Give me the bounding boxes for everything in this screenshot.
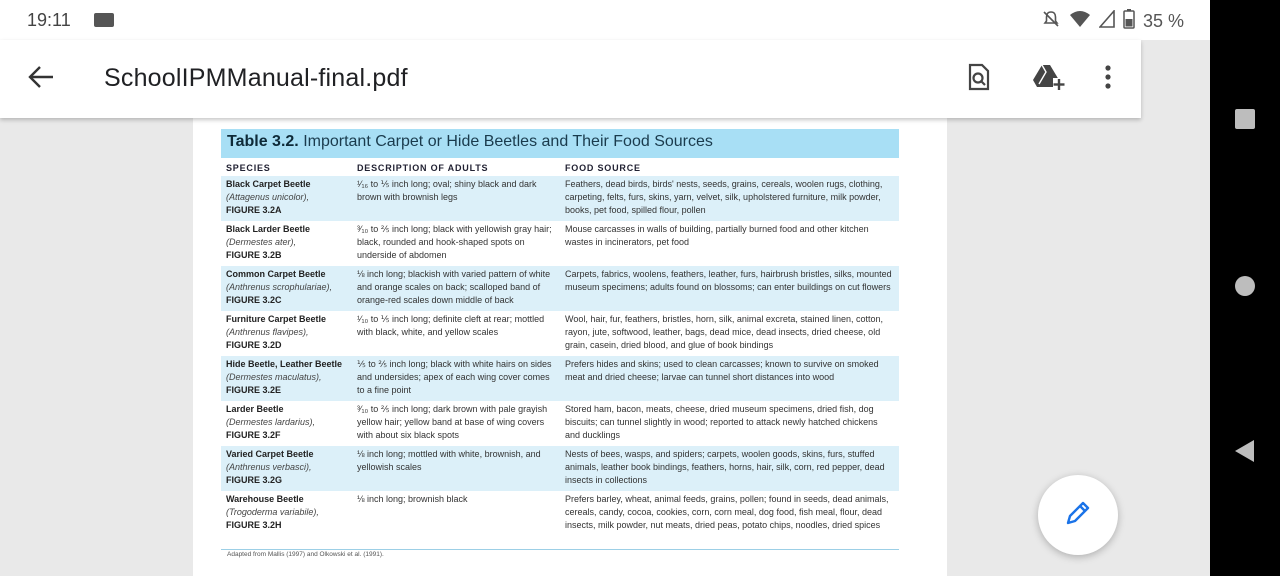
pdf-viewer[interactable]: [0, 40, 1210, 576]
system-nav-bar: [1210, 0, 1280, 576]
battery-icon: [1123, 9, 1135, 34]
description-cell: ⅛ inch long; brownish black: [357, 494, 468, 504]
document-title: SchoolIPMManual-final.pdf: [104, 64, 408, 92]
species-cell: [221, 221, 352, 266]
description-cell: ⅛ inch long; blackish with varied pattern of white and orange scales on back; scalloped band of orange-red scales down middle of back: [352, 266, 560, 311]
species-latin-name: (Dermestes ater),: [226, 236, 297, 247]
description-cell: ³⁄₁₀ to ⅖ inch long; dark brown with pale grayish yellow hair; yellow band at base of wing covers with about six black spots: [357, 404, 548, 440]
food-source-cell: Nests of bees, wasps, and spiders; carpets, woolen goods, skins, furs, stuffed animals, leather book bindings, feathers, horns, hair, silk, corn, red pepper, dead insects in collections: [560, 446, 899, 491]
table-row: [221, 221, 899, 266]
species-common-name: Warehouse Beetle: [226, 494, 304, 504]
recents-square-icon: [1234, 108, 1256, 135]
table-header-row: [221, 158, 899, 176]
description-cell: ⅛ inch long; mottled with white, brownish, and yellowish scales: [352, 446, 560, 491]
header-description: DESCRIPTION OF ADULTS: [357, 163, 489, 173]
species-latin-name: (Anthrenus scrophulariae),: [226, 281, 333, 292]
food-source-cell: Stored ham, bacon, meats, cheese, dried museum specimens, dried fish, dog biscuits; can tunnel slightly in wood; reported to attack newly hatched chickens and ducklings: [565, 404, 878, 440]
header-species: SPECIES: [226, 163, 271, 173]
status-bar: [0, 0, 1210, 40]
table-row: [221, 176, 899, 221]
back-nav-button[interactable]: [1210, 425, 1280, 481]
species-latin-name: (Dermestes lardarius),: [226, 416, 316, 427]
species-figure-ref: FIGURE 3.2H: [226, 519, 282, 530]
table-row: [221, 401, 899, 446]
table-footnote: Adapted from Mallis (1997) and Olkowski et al. (1991).: [227, 551, 384, 558]
home-circle-icon: [1234, 275, 1256, 302]
species-cell: [221, 446, 352, 491]
species-common-name: Varied Carpet Beetle: [226, 449, 314, 459]
pdf-page[interactable]: [193, 40, 947, 576]
species-common-name: Hide Beetle, Leather Beetle: [226, 359, 343, 369]
signal-icon: [1099, 10, 1115, 33]
species-cell: [221, 266, 352, 311]
species-latin-name: (Attagenus unicolor),: [226, 191, 310, 202]
recents-button[interactable]: [1210, 93, 1280, 149]
back-arrow-icon: [28, 66, 54, 93]
add-to-drive-button[interactable]: [1028, 59, 1068, 99]
species-figure-ref: FIGURE 3.2E: [226, 384, 282, 395]
species-cell: [221, 401, 352, 446]
species-common-name: Furniture Carpet Beetle: [226, 314, 327, 324]
description-cell: ¹⁄₁₀ to ⅕ inch long; definite cleft at rear; mottled with black, white, and yellow scales: [357, 314, 545, 337]
wifi-icon: [1069, 10, 1091, 33]
species-latin-name: (Dermestes maculatus),: [226, 371, 322, 382]
status-time: 19:11: [27, 10, 71, 30]
battery-percent: 35 %: [1142, 11, 1184, 31]
species-figure-ref: FIGURE 3.2A: [226, 204, 282, 215]
species-figure-ref: FIGURE 3.2B: [226, 249, 282, 260]
species-latin-name: (Anthrenus flavipes),: [226, 326, 309, 337]
species-latin-name: (Anthrenus verbasci),: [226, 461, 312, 472]
food-source-cell: Prefers barley, wheat, animal feeds, grains, pollen; found in seeds, dead animals, cereals, candy, cocoa, cookies, corn, corn meal, dog food, fish meal, flour, dead insects, milk powder, nut meats, dried peas, potato chips, noodles, dried spices: [565, 494, 889, 530]
species-common-name: Black Larder Beetle: [226, 224, 311, 234]
food-source-cell: Wool, hair, fur, feathers, bristles, horn, silk, animal excreta, stained linen, cotton, rayon, jute, softwood, leather, bags, dead mice, dead insects, dried cheese, old grain, casein, dried blood, and glue of book bindings: [565, 314, 883, 350]
table-number: Table 3.2.: [227, 133, 299, 150]
table-title: Important Carpet or Hide Beetles and Their Food Sources: [303, 133, 713, 150]
food-source-cell: Feathers, dead birds, birds' nests, seeds, grains, cereals, woolen rugs, clothing, carpeting, felts, furs, skins, yarn, velvet, silk, upholstered furniture, milk powder, books, pet food, spilled flour, pollen: [560, 176, 899, 221]
table-row: [221, 356, 899, 401]
notifications-muted-icon: [1041, 9, 1061, 34]
table-row: [221, 266, 899, 311]
notification-icon: [94, 13, 114, 27]
table-row: [221, 446, 899, 491]
find-in-page-icon: [967, 63, 991, 96]
species-figure-ref: FIGURE 3.2F: [226, 429, 281, 440]
species-cell: [221, 356, 352, 401]
species-latin-name: (Trogoderma variabile),: [226, 506, 319, 517]
back-button[interactable]: [22, 60, 60, 98]
food-source-cell: Carpets, fabrics, woolens, feathers, leather, furs, hairbrush bristles, silks, mounted museum specimens; adults found on blossoms; can enter buildings on cut flowers: [560, 266, 899, 311]
species-cell: [221, 311, 352, 356]
species-common-name: Larder Beetle: [226, 404, 284, 414]
species-figure-ref: FIGURE 3.2C: [226, 294, 282, 305]
back-triangle-icon: [1234, 439, 1256, 468]
more-options-button[interactable]: [1088, 59, 1128, 99]
table-row: [221, 491, 899, 549]
species-common-name: Common Carpet Beetle: [226, 269, 326, 279]
species-figure-ref: FIGURE 3.2G: [226, 474, 283, 485]
species-figure-ref: FIGURE 3.2D: [226, 339, 282, 350]
species-cell: [221, 176, 352, 221]
food-source-cell: Prefers hides and skins; used to clean carcasses; known to survive on smoked meat and dried cheese; larvae can tunnel short distances into wood: [560, 356, 899, 401]
description-cell: ⅕ to ⅖ inch long; black with white hairs on sides and undersides; apex of each wing cover comes to a fine point: [352, 356, 560, 401]
pencil-icon: [1063, 498, 1093, 533]
description-cell: ³⁄₁₀ to ⅖ inch long; black with yellowish gray hair; black, rounded and hook-shaped spots on underside of abdomen: [357, 224, 552, 260]
table-row: [221, 311, 899, 356]
description-cell: ¹⁄₁₆ to ⅕ inch long; oval; shiny black and dark brown with brownish legs: [352, 176, 560, 221]
species-common-name: Black Carpet Beetle: [226, 179, 311, 189]
status-indicators: [1041, 9, 1184, 34]
more-vert-icon: [1104, 64, 1112, 95]
add-to-drive-icon: [1031, 63, 1065, 96]
table-3-2: [221, 129, 899, 550]
table-caption: [221, 129, 899, 158]
find-in-page-button[interactable]: [959, 59, 999, 99]
edit-fab-button[interactable]: [1038, 475, 1118, 555]
beetle-table: [221, 158, 899, 550]
home-button[interactable]: [1210, 260, 1280, 316]
app-bar: [0, 40, 1141, 118]
food-source-cell: Mouse carcasses in walls of building, partially burned food and other kitchen wastes in incinerators, pet food: [565, 224, 869, 247]
header-food-source: FOOD SOURCE: [565, 163, 641, 173]
species-cell: [221, 491, 352, 549]
